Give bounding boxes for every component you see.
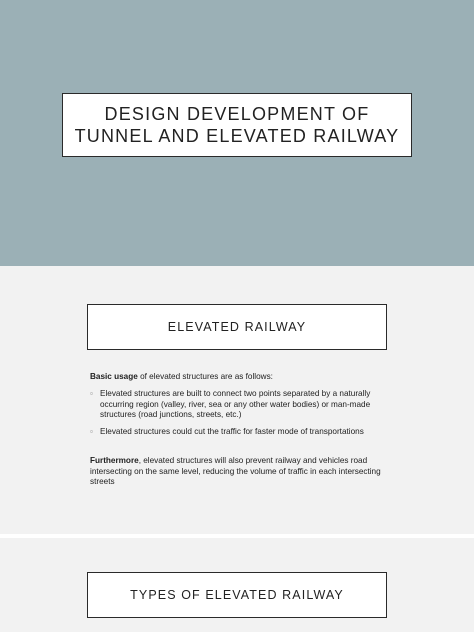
types-heading: TYPES OF ELEVATED RAILWAY — [130, 588, 344, 602]
furthermore-bold: Furthermore — [90, 456, 139, 465]
usage-bullet-list — [90, 389, 390, 443]
bullet-text: Elevated structures could cut the traffic for faster mode of transportations — [100, 426, 364, 436]
title-box — [62, 93, 412, 157]
furthermore-rest: , elevated structures will also prevent railway and vehicles road intersecting on the same level, reducing the volume of traffic in each intersecting streets — [90, 456, 381, 486]
title-slide — [0, 0, 474, 266]
elevated-railway-heading-box — [87, 304, 387, 350]
types-slide — [0, 538, 474, 632]
basic-usage-paragraph — [90, 372, 390, 383]
furthermore-paragraph — [90, 456, 390, 488]
elevated-railway-heading: ELEVATED RAILWAY — [167, 320, 307, 334]
bullet-icon: ▫ — [90, 426, 93, 436]
types-heading-box — [87, 572, 387, 618]
bullet-text: Elevated structures are built to connect two points separated by a naturally occurring region (valley, river, sea or any other water bodies) or man-made structures (road junctions, streets, etc.) — [100, 389, 371, 419]
list-item — [90, 389, 390, 421]
title-line-2: TUNNEL AND ELEVATED RAILWAY — [74, 126, 400, 146]
bullet-icon: ▫ — [90, 389, 93, 398]
list-item — [90, 427, 390, 438]
basic-usage-rest: of elevated structures are as follows: — [137, 372, 273, 381]
title-line-1: DESIGN DEVELOPMENT OF — [104, 104, 370, 124]
elevated-railway-slide — [0, 266, 474, 534]
basic-usage-bold: Basic usage — [90, 372, 138, 381]
